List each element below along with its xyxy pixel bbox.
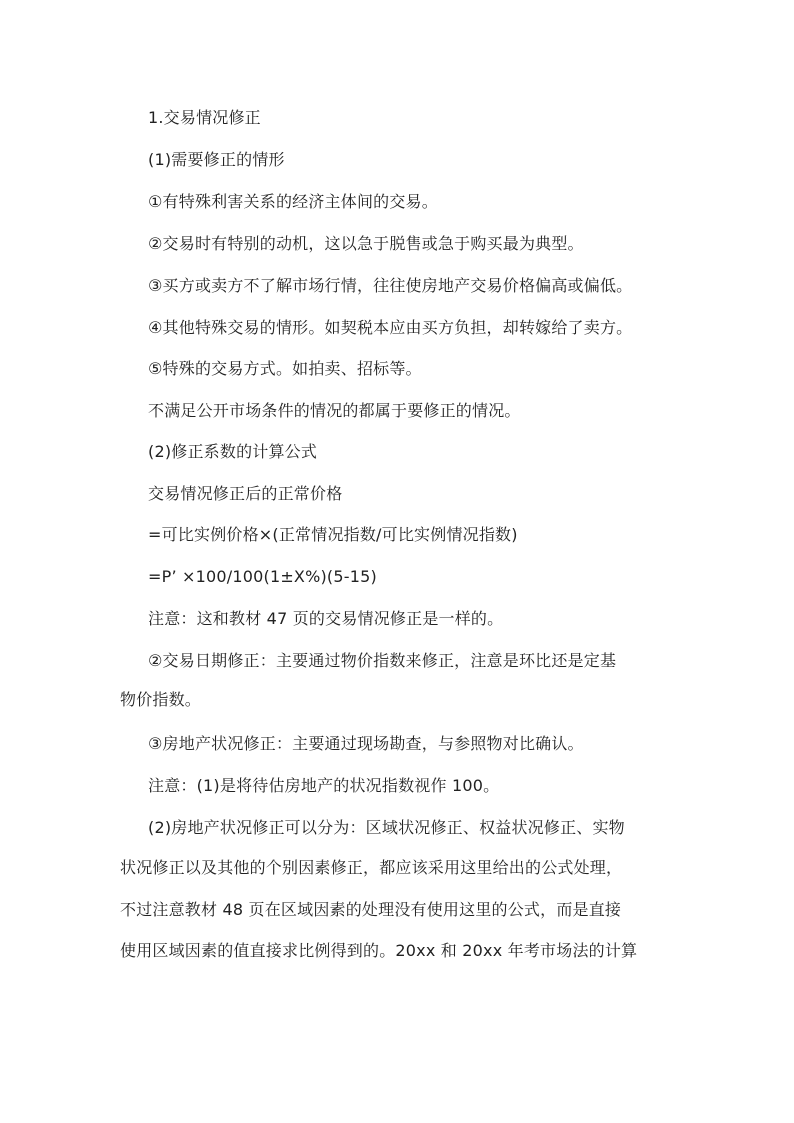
formula-line: =P’ ×100/100(1±X%)(5-15) — [148, 567, 377, 586]
paragraph-continuation: 物价指数。 — [120, 690, 202, 709]
list-item: ④其他特殊交易的情形。如契税本应由买方负担，却转嫁给了卖方。 — [148, 318, 633, 337]
note-paragraph: 注意：这和教材 47 页的交易情况修正是一样的。 — [148, 609, 504, 628]
subsection-heading: (1)需要修正的情形 — [148, 150, 285, 169]
subsection-heading: (2)修正系数的计算公式 — [148, 442, 318, 461]
list-item: ⑤特殊的交易方式。如拍卖、招标等。 — [148, 359, 422, 378]
list-item: ②交易时有特别的动机，这以急于脱售或急于购买最为典型。 — [148, 234, 584, 253]
paragraph: ③房地产状况修正：主要通过现场勘查，与参照物对比确认。 — [148, 734, 584, 753]
note-paragraph: 注意：(1)是将待估房地产的状况指数视作 100。 — [148, 776, 500, 795]
list-item: ③买方或卖方不了解市场行情，往往使房地产交易价格偏高或偏低。 — [148, 276, 633, 295]
paragraph-continuation: 不过注意教材 48 页在区域因素的处理没有使用这里的公式，而是直接 — [120, 900, 622, 919]
list-item: ①有特殊利害关系的经济主体间的交易。 — [148, 192, 438, 211]
section-heading: 1.交易情况修正 — [148, 108, 261, 127]
paragraph-continuation: 使用区域因素的值直接求比例得到的。20xx 和 20xx 年考市场法的计算 — [120, 941, 638, 960]
paragraph: (2)房地产状况修正可以分为：区域状况修正、权益状况修正、实物 — [148, 818, 625, 837]
paragraph: 不满足公开市场条件的情况的都属于要修正的情况。 — [148, 401, 521, 420]
formula-line: =可比实例价格×(正常情况指数/可比实例情况指数) — [148, 525, 518, 544]
paragraph-continuation: 状况修正以及其他的个别因素修正，都应该采用这里给出的公式处理， — [120, 858, 623, 877]
paragraph: ②交易日期修正：主要通过物价指数来修正，注意是环比还是定基 — [148, 651, 617, 670]
paragraph: 交易情况修正后的正常价格 — [148, 484, 343, 503]
